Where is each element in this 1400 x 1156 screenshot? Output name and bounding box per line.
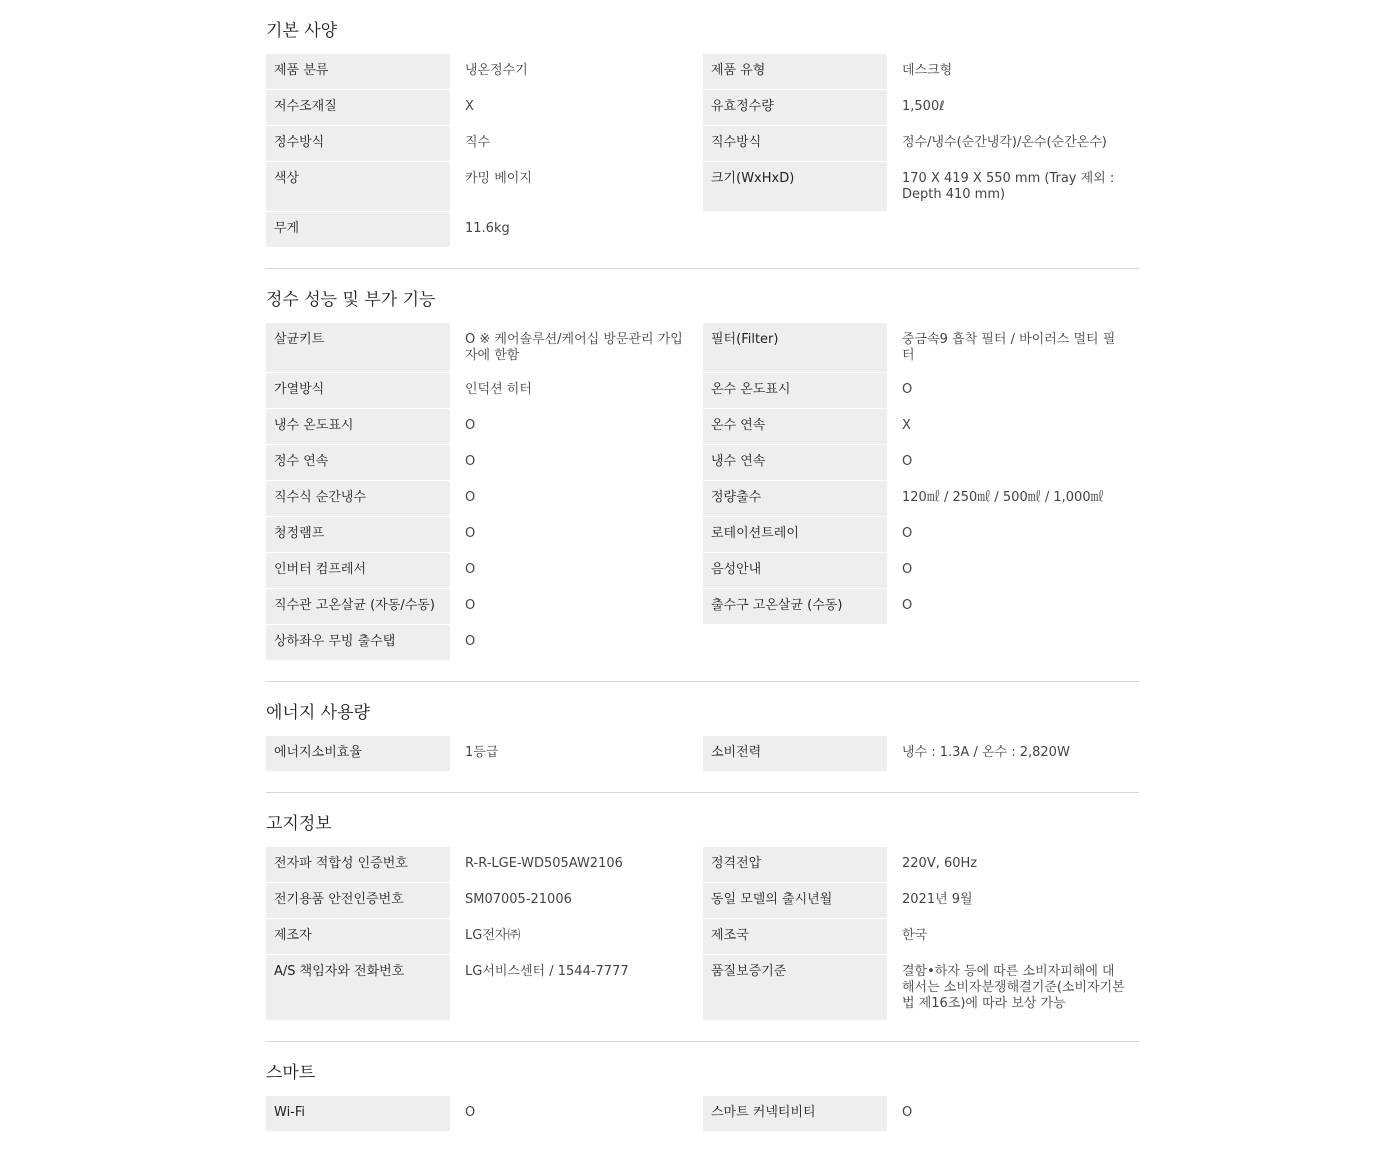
spec-value: 냉온정수기 <box>465 63 528 78</box>
spec-label: 제조자 <box>266 919 450 954</box>
spec-label: 제조국 <box>703 919 887 954</box>
section-energy <box>266 682 1139 793</box>
section-performance <box>266 269 1139 682</box>
spec-value: LG서비스센터 / 1544-7777 <box>465 964 629 979</box>
spec-label: 저수조재질 <box>266 90 450 125</box>
section-title: 고지정보 <box>266 814 332 834</box>
spec-value: 직수 <box>465 135 491 150</box>
spec-label: 냉수 연속 <box>703 445 887 480</box>
spec-value: X <box>902 418 911 433</box>
section-spacer <box>266 1021 1139 1041</box>
spec-label: A/S 책임자와 전화번호 <box>266 955 450 1020</box>
empty-cell <box>887 212 1139 248</box>
spec-grid <box>266 323 1139 661</box>
spec-value: 카밍 베이지 <box>465 171 532 186</box>
spec-value: O <box>902 526 913 541</box>
spec-label: 출수구 고온살균 (수동) <box>703 589 887 624</box>
section-smart <box>266 1042 1139 1132</box>
section-title: 기본 사양 <box>266 21 338 41</box>
spec-label: 정격전압 <box>703 847 887 882</box>
spec-label: 정수방식 <box>266 126 450 161</box>
spec-value: O <box>902 454 913 469</box>
spec-value: LG전자㈜ <box>465 928 521 943</box>
spec-value: O <box>465 454 476 469</box>
empty-cell <box>703 625 887 661</box>
spec-value: 220V, 60Hz <box>902 856 978 871</box>
spec-label: 인버터 컴프레서 <box>266 553 450 588</box>
spec-label: 무게 <box>266 212 450 247</box>
spec-value: O <box>465 634 476 649</box>
spec-grid <box>266 736 1139 772</box>
spec-label: 정수 연속 <box>266 445 450 480</box>
spec-value: 중금속9 흡착 필터 / 바이러스 멀티 필터 <box>902 332 1116 363</box>
spec-value: 데스크형 <box>902 63 953 78</box>
spec-value: O <box>465 562 476 577</box>
spec-value: R-R-LGE-WD505AW2106 <box>465 856 623 871</box>
spec-label: 동일 모델의 출시년월 <box>703 883 887 918</box>
spec-label: 에너지소비효율 <box>266 736 450 771</box>
section-title: 정수 성능 및 부가 기능 <box>266 290 436 310</box>
spec-value: O <box>465 490 476 505</box>
spec-label: 소비전력 <box>703 736 887 771</box>
spec-grid <box>266 54 1139 248</box>
spec-value: 11.6kg <box>465 221 510 236</box>
spec-value: 170 X 419 X 550 mm (Tray 제외 : Depth 410 mm) <box>902 171 1115 202</box>
spec-value: O <box>465 1105 476 1120</box>
spec-label: 직수방식 <box>703 126 887 161</box>
section-spacer <box>266 772 1139 792</box>
spec-label: 제품 분류 <box>266 54 450 89</box>
spec-label: 상하좌우 무빙 출수탭 <box>266 625 450 660</box>
section-title: 에너지 사용량 <box>266 703 370 723</box>
spec-value: O <box>902 598 913 613</box>
spec-label: 온수 온도표시 <box>703 373 887 408</box>
spec-value: O <box>902 562 913 577</box>
spec-value: O <box>465 598 476 613</box>
spec-label: Wi-Fi <box>266 1096 450 1131</box>
empty-cell <box>703 212 887 248</box>
spec-label: 크기(WxHxD) <box>703 162 887 211</box>
section-spacer <box>266 248 1139 268</box>
spec-container <box>266 0 1139 1132</box>
spec-value: O <box>465 418 476 433</box>
spec-label: 음성안내 <box>703 553 887 588</box>
spec-value: O ※ 케어솔루션/케어십 방문관리 가입자에 한함 <box>465 332 683 363</box>
empty-cell <box>887 625 1139 661</box>
spec-value: 1,500ℓ <box>902 99 945 114</box>
spec-value: 냉수 : 1.3A / 온수 : 2,820W <box>902 745 1070 760</box>
spec-value: O <box>902 1105 913 1120</box>
spec-value: O <box>902 382 913 397</box>
section-spacer <box>266 661 1139 681</box>
spec-label: 살균키트 <box>266 323 450 372</box>
spec-value: SM07005-21006 <box>465 892 572 907</box>
spec-label: 냉수 온도표시 <box>266 409 450 444</box>
spec-label: 직수식 순간냉수 <box>266 481 450 516</box>
spec-value: 2021년 9월 <box>902 892 973 907</box>
spec-label: 정량출수 <box>703 481 887 516</box>
section-notice <box>266 793 1139 1042</box>
spec-label: 가열방식 <box>266 373 450 408</box>
spec-label: 색상 <box>266 162 450 211</box>
spec-value: 120㎖ / 250㎖ / 500㎖ / 1,000㎖ <box>902 490 1104 505</box>
spec-label: 로테이션트레이 <box>703 517 887 552</box>
spec-value: 결함•하자 등에 따른 소비자피해에 대해서는 소비자분쟁해결기준(소비자기본법 제16조)에 따라 보상 가능 <box>902 964 1125 1011</box>
spec-value: X <box>465 99 474 114</box>
spec-value: 인덕션 히터 <box>465 382 532 397</box>
spec-label: 온수 연속 <box>703 409 887 444</box>
spec-label: 필터(Filter) <box>703 323 887 372</box>
section-basic-spec <box>266 0 1139 269</box>
spec-value: O <box>465 526 476 541</box>
spec-label: 유효정수량 <box>703 90 887 125</box>
spec-grid <box>266 1096 1139 1132</box>
spec-label: 전기용품 안전인증번호 <box>266 883 450 918</box>
spec-label: 스마트 커넥티비티 <box>703 1096 887 1131</box>
spec-grid <box>266 847 1139 1021</box>
spec-label: 청정램프 <box>266 517 450 552</box>
spec-label: 전자파 적합성 인증번호 <box>266 847 450 882</box>
spec-label: 직수관 고온살균 (자동/수동) <box>266 589 450 624</box>
spec-label: 제품 유형 <box>703 54 887 89</box>
spec-label: 품질보증기준 <box>703 955 887 1020</box>
spec-value: 정수/냉수(순간냉각)/온수(순간온수) <box>902 135 1107 150</box>
section-title: 스마트 <box>266 1063 316 1083</box>
spec-value: 1등급 <box>465 745 499 760</box>
spec-value: 한국 <box>902 928 928 943</box>
